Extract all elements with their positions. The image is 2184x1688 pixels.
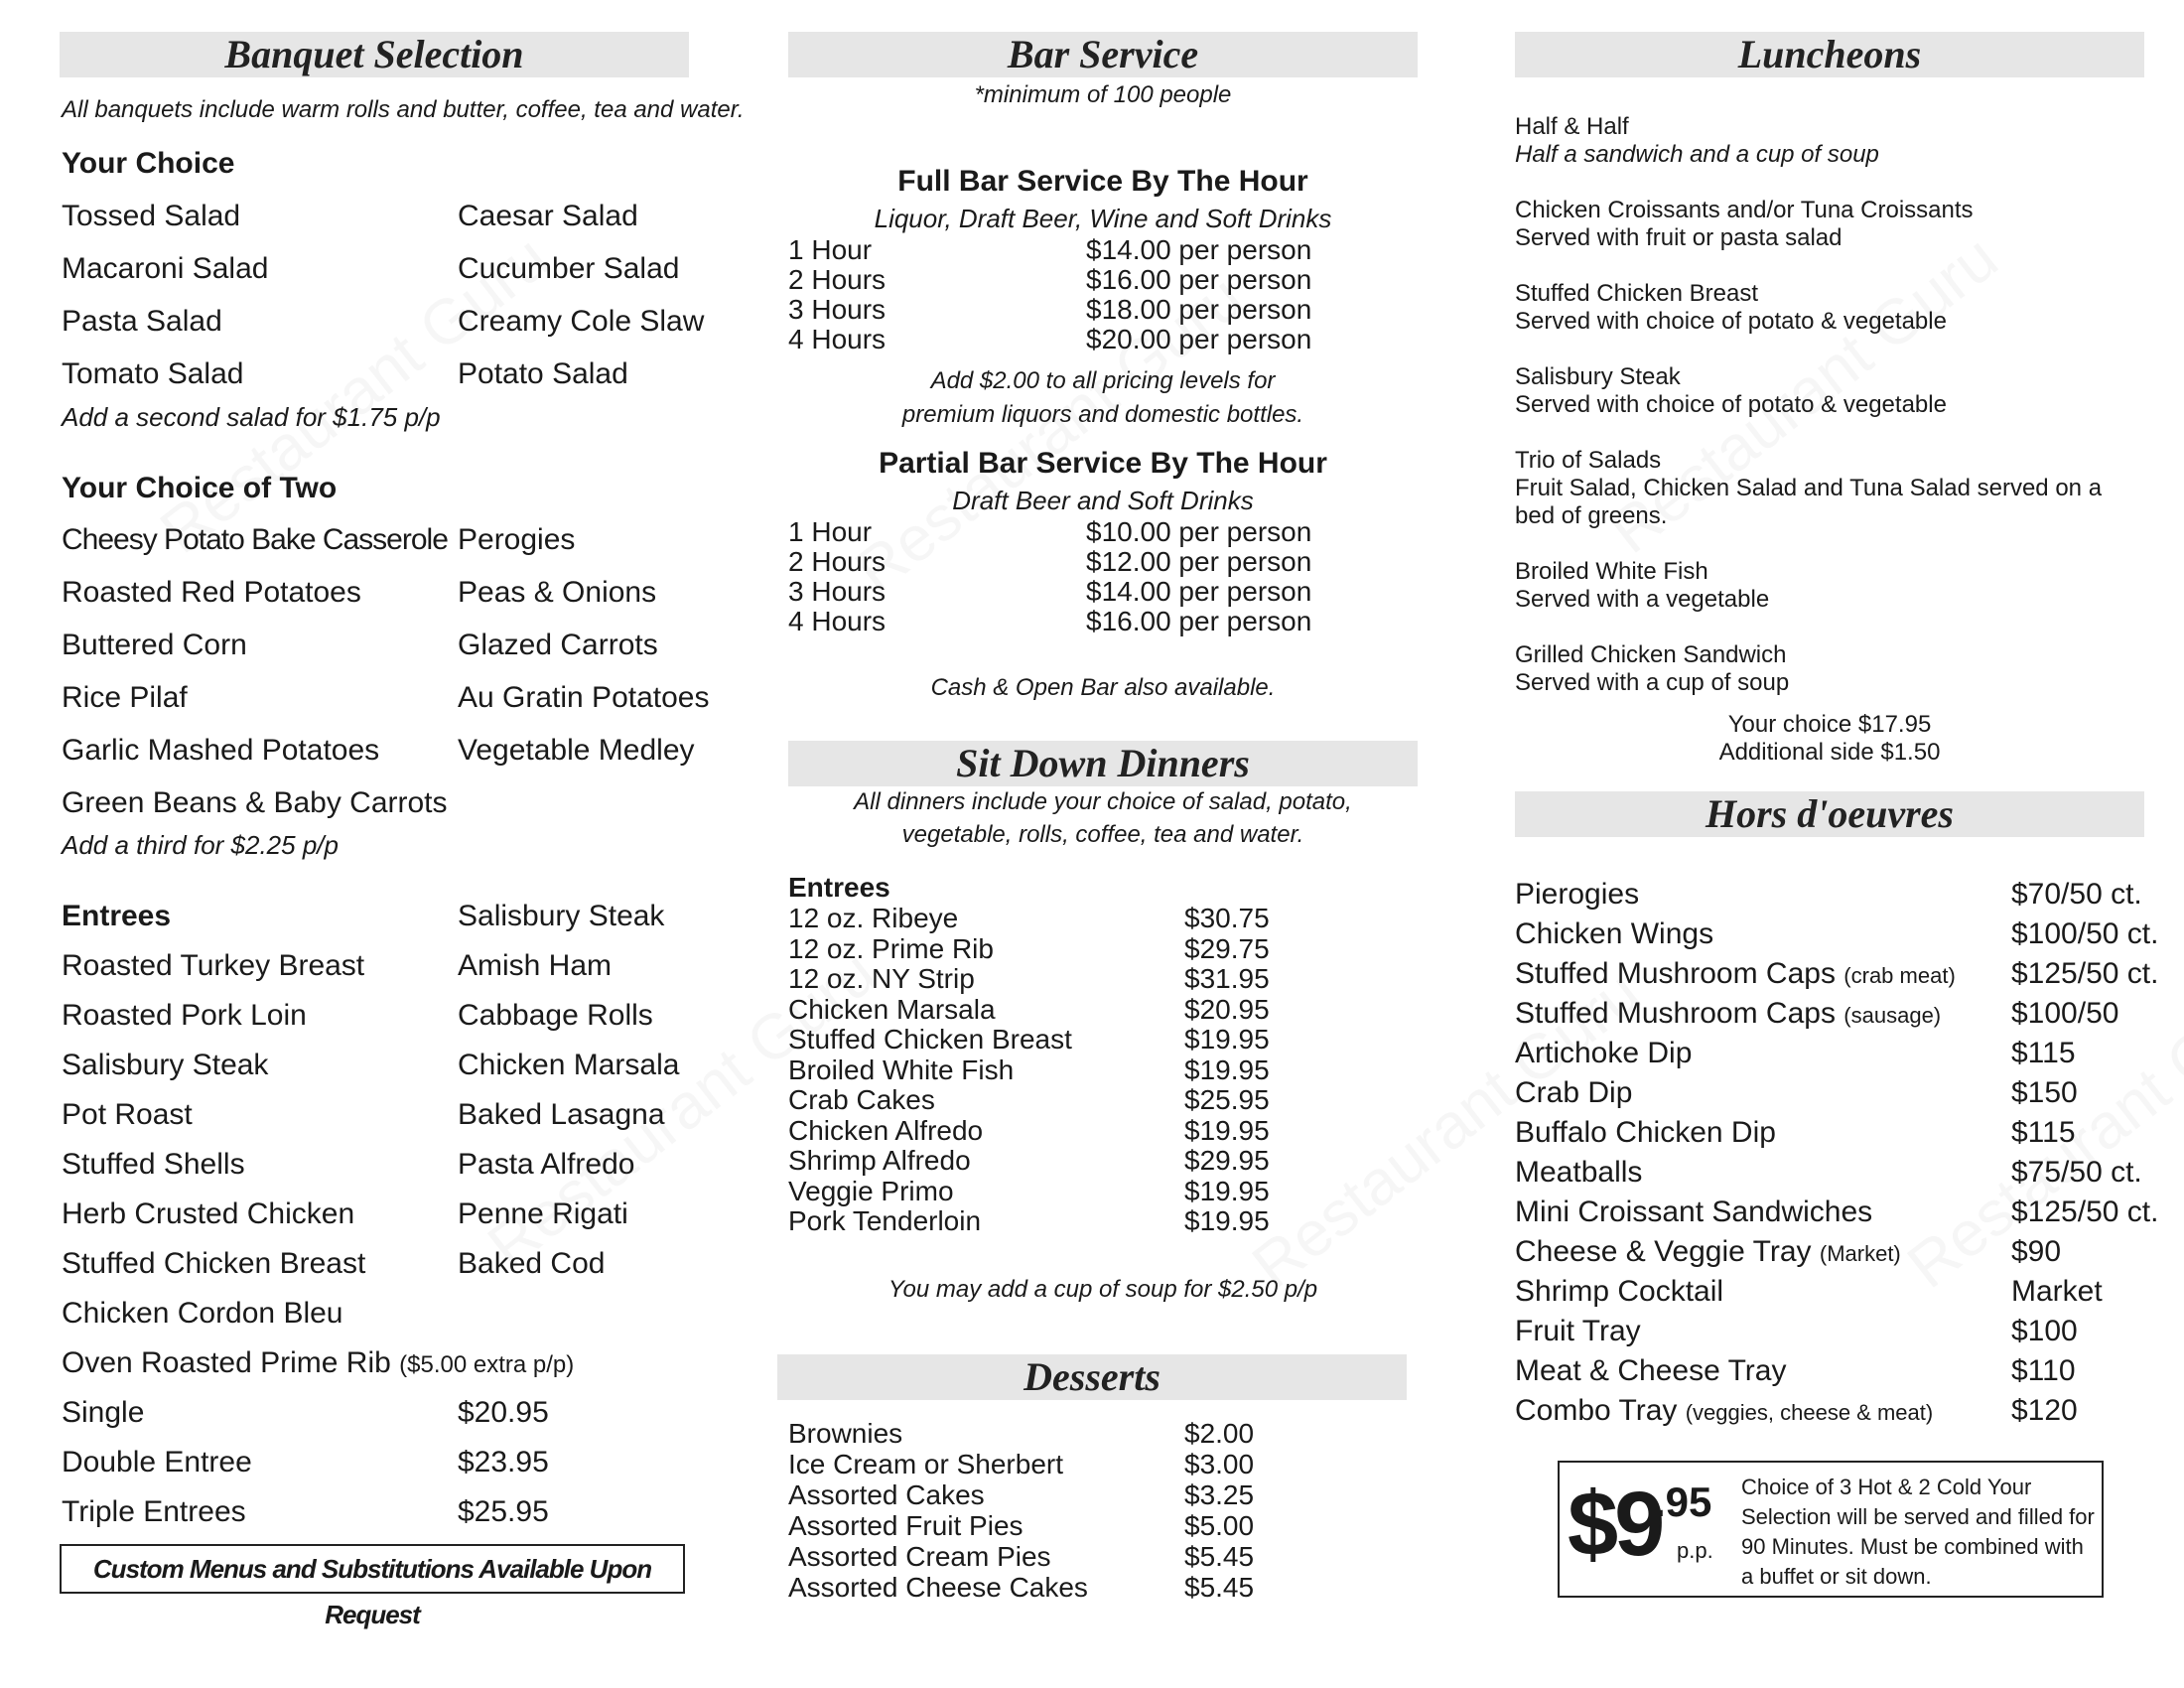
dessert-item: Brownies [788,1418,903,1449]
luncheon-name: Broiled White Fish [1515,558,1708,585]
dessert-item: Assorted Cakes [788,1479,985,1510]
side-item: Roasted Red Potatoes [62,576,361,609]
dessert-price: $3.00 [1184,1449,1255,1479]
partial-bar-sub: Draft Beer and Soft Drinks [952,486,1254,515]
hors-item [1515,957,1956,991]
dinner-price: $31.95 [1184,963,1270,994]
salad-item: Tomato Salad [62,357,244,390]
dinner-price: $29.95 [1184,1145,1270,1176]
entree-item: Chicken Marsala [458,1049,680,1081]
entree-item: Cabbage Rolls [458,999,653,1032]
dessert-price: $5.00 [1184,1510,1255,1541]
side-item: Cheesy Potato Bake Casserole [62,523,448,556]
price-tier-value: $25.95 [458,1495,549,1528]
prime-rib-label: Oven Roasted Prime Rib [62,1346,391,1379]
hors-item [1515,1037,1692,1070]
side-item: Green Beans & Baby Carrots [62,786,448,819]
bar-price: $16.00 per person [1086,606,1312,636]
bar-hours: 2 Hours [788,264,887,295]
hors-name: Fruit Tray [1515,1315,1641,1347]
sit-down-dinners-title: Sit Down Dinners [788,741,1418,786]
luncheon-desc: Half a sandwich and a cup of soup [1515,141,1879,168]
your-choice-heading: Your Choice [62,147,235,180]
entree-item: Herb Crusted Chicken [62,1197,355,1230]
bar-hours: 2 Hours [788,546,887,577]
bar-hours: 1 Hour [788,516,873,547]
bar-hours: 3 Hours [788,294,887,325]
bar-service-title: Bar Service [788,32,1418,77]
hors-price: $150 [2011,1076,2078,1109]
luncheons-title: Luncheons [1515,32,2144,77]
luncheon-desc: bed of greens. [1515,502,1668,529]
dessert-price: $3.25 [1184,1479,1255,1510]
hors-item [1515,1275,1723,1309]
hors-price: $75/50 ct. [2011,1156,2142,1189]
entree-item: Amish Ham [458,949,613,982]
promo-line: 90 Minutes. Must be combined with [1741,1534,2084,1559]
hors-price: $125/50 ct. [2011,1196,2159,1228]
hors-name: Meat & Cheese Tray [1515,1354,1787,1387]
bar-hours: 1 Hour [788,234,873,265]
entree-item: Salisbury Steak [62,1049,269,1081]
price-tier-label: Triple Entrees [62,1495,246,1528]
premium-note: premium liquors and domestic bottles. [901,401,1304,428]
dinner-price: $30.75 [1184,903,1270,933]
salad-item: Creamy Cole Slaw [458,305,705,338]
bar-hours: 4 Hours [788,324,887,354]
dinner-price: $20.95 [1184,993,1270,1025]
hors-name: Meatballs [1515,1156,1643,1189]
side-item: Buttered Corn [62,629,247,661]
salad-item: Potato Salad [458,357,628,390]
dinner-item: Chicken Alfredo [788,1114,984,1146]
dessert-price: $5.45 [1184,1572,1255,1603]
hors-price: $125/50 ct. [2011,957,2159,990]
dinner-price: $19.95 [1184,1024,1270,1055]
hors-name: Chicken Wings [1515,917,1714,950]
hors-price: $100/50 [2011,997,2119,1030]
luncheon-desc: Served with choice of potato & vegetable [1515,391,1947,418]
bar-hours: 4 Hours [788,606,887,636]
promo-box [1558,1461,2104,1598]
dessert-item: Assorted Cream Pies [788,1541,1051,1572]
dinner-price: $19.95 [1184,1054,1270,1085]
dinner-entrees-heading: Entrees [788,872,890,903]
price-tier-label: Double Entree [62,1446,252,1478]
bar-price: $14.00 per person [1086,576,1312,607]
promo-price-dollars: $9 [1568,1474,1662,1575]
entree-item: Salisbury Steak [458,900,665,932]
luncheon-name: Salisbury Steak [1515,363,1681,390]
dinner-item: Pork Tenderloin [788,1205,982,1236]
cash-bar-note: Cash & Open Bar also available. [930,674,1276,701]
entree-item: Pot Roast [62,1098,193,1131]
bar-price: $18.00 per person [1086,294,1312,325]
hors-note: (veggies, cheese & meat) [1685,1400,1934,1425]
dinner-item: Shrimp Alfredo [788,1145,971,1176]
salad-item: Caesar Salad [458,200,638,232]
dessert-price: $5.45 [1184,1541,1255,1572]
promo-line: a buffet or sit down. [1741,1564,1932,1589]
dinner-item: 12 oz. Prime Rib [788,932,994,964]
entree-item: Roasted Pork Loin [62,999,307,1032]
prime-rib-extra: ($5.00 extra p/p) [399,1351,575,1378]
hors-item [1515,1156,1642,1190]
custom-menus-note: Custom Menus and Substitutions Available Upon Request [60,1544,685,1594]
side-item: Vegetable Medley [458,734,695,767]
hors-item [1515,1354,1786,1388]
dinner-item: Crab Cakes [788,1084,935,1115]
hors-item [1515,917,1713,951]
side-item: Au Gratin Potatoes [458,681,710,714]
soup-note: You may add a cup of soup for $2.50 p/p [887,1276,1318,1303]
banquet-title: Banquet Selection [60,32,689,77]
side-item: Glazed Carrots [458,629,658,661]
salad-item: Cucumber Salad [458,252,680,285]
luncheon-name: Chicken Croissants and/or Tuna Croissants [1515,197,1974,223]
luncheon-desc: Served with choice of potato & vegetable [1515,308,1947,335]
hors-item [1515,1196,1872,1229]
hors-name: Combo Tray [1515,1394,1678,1427]
hors-price: $70/50 ct. [2011,878,2142,911]
price-tier-label: Single [62,1396,145,1429]
luncheon-desc: Fruit Salad, Chicken Salad and Tuna Salad served on a [1515,475,2103,501]
hors-name: Mini Croissant Sandwiches [1515,1196,1873,1228]
bar-price: $12.00 per person [1086,546,1312,577]
promo-line: Choice of 3 Hot & 2 Cold Your [1741,1475,2032,1499]
hors-note: (sausage) [1843,1003,1942,1028]
dessert-price: $2.00 [1184,1418,1255,1449]
entree-item: Roasted Turkey Breast [62,949,365,982]
bar-price: $14.00 per person [1086,234,1312,265]
entrees-heading: Entrees [62,900,172,932]
salad-item: Macaroni Salad [62,252,269,285]
premium-note: Add $2.00 to all pricing levels for [930,367,1276,394]
entree-item: Penne Rigati [458,1197,628,1230]
hors-item [1515,1116,1776,1150]
hors-name: Cheese & Veggie Tray [1515,1235,1812,1268]
hors-item [1515,1235,1901,1269]
bar-price: $20.00 per person [1086,324,1312,354]
dinner-item: Chicken Marsala [788,993,996,1025]
hors-name: Buffalo Chicken Dip [1515,1116,1776,1149]
dinner-price: $19.95 [1184,1114,1270,1146]
price-tier-value: $23.95 [458,1446,549,1478]
luncheon-name: Half & Half [1515,113,1629,140]
bar-price: $16.00 per person [1086,264,1312,295]
prime-rib-item [62,1346,574,1380]
desserts-title: Desserts [777,1354,1407,1400]
salad-item: Tossed Salad [62,200,241,232]
banquet-note: All banquets include warm rolls and butter, coffee, tea and water. [62,96,745,123]
hors-price: $120 [2011,1394,2078,1427]
hors-name: Pierogies [1515,878,1640,911]
bar-price: $10.00 per person [1086,516,1312,547]
hors-name: Shrimp Cocktail [1515,1275,1724,1308]
luncheon-side-price: Additional side $1.50 [1718,739,1941,766]
dinner-price: $19.95 [1184,1175,1270,1206]
dinner-item: Broiled White Fish [788,1054,1015,1085]
dessert-item: Assorted Cheese Cakes [788,1572,1088,1603]
promo-text [1741,1473,2095,1592]
price-tier-value: $20.95 [458,1396,549,1429]
third-side-note: Add a third for $2.25 p/p [62,830,339,860]
dessert-item: Ice Cream or Sherbert [788,1449,1063,1479]
dinner-item: 12 oz. NY Strip [788,963,975,994]
hors-item [1515,997,1941,1031]
luncheon-name: Trio of Salads [1515,447,1662,474]
luncheon-name: Grilled Chicken Sandwich [1515,641,1787,668]
promo-price-cents: .95 [1654,1478,1712,1525]
hors-price: Market [2011,1275,2103,1308]
luncheon-desc: Served with fruit or pasta salad [1515,224,1843,251]
hors-price: $115 [2011,1037,2076,1069]
luncheon-desc: Served with a cup of soup [1515,669,1790,696]
hors-price: $100 [2011,1315,2078,1347]
luncheon-price: Your choice $17.95 [1727,711,1932,738]
bar-hours: 3 Hours [788,576,887,607]
hors-item [1515,878,1639,912]
dessert-item: Assorted Fruit Pies [788,1510,1024,1541]
hors-price: $90 [2011,1235,2062,1268]
luncheon-name: Stuffed Chicken Breast [1515,280,1759,307]
dinner-item: 12 oz. Ribeye [788,903,959,933]
entree-item: Stuffed Chicken Breast [62,1247,366,1280]
hors-price: $110 [2011,1354,2076,1387]
dinner-price: $19.95 [1184,1205,1270,1236]
promo-line: Selection will be served and filled for [1741,1504,2095,1529]
choice-of-two-heading: Your Choice of Two [62,472,338,504]
entree-item: Baked Lasagna [458,1098,665,1131]
entree-item: Baked Cod [458,1247,606,1280]
dinner-item: Veggie Primo [788,1175,954,1206]
entree-item: Stuffed Shells [62,1148,245,1181]
dinner-price: $29.75 [1184,932,1270,964]
second-salad-note: Add a second salad for $1.75 p/p [62,402,441,432]
hors-price: $115 [2011,1116,2076,1149]
dinner-item: Stuffed Chicken Breast [788,1024,1072,1055]
dinners-note: vegetable, rolls, coffee, tea and water. [901,821,1304,848]
promo-unit: p.p. [1677,1538,1713,1563]
side-item: Peas & Onions [458,576,657,609]
side-item: Rice Pilaf [62,681,188,714]
hors-note: (crab meat) [1843,963,1956,988]
bar-minimum-note: *minimum of 100 people [974,81,1232,108]
dinners-note: All dinners include your choice of salad, potato, [854,788,1352,815]
hors-name: Stuffed Mushroom Caps [1515,957,1836,990]
dinner-price: $25.95 [1184,1084,1270,1115]
full-bar-sub: Liquor, Draft Beer, Wine and Soft Drinks [874,204,1332,233]
salad-item: Pasta Salad [62,305,222,338]
hors-name: Crab Dip [1515,1076,1633,1109]
full-bar-heading: Full Bar Service By The Hour [897,165,1308,198]
hors-name: Stuffed Mushroom Caps [1515,997,1836,1030]
luncheon-desc: Served with a vegetable [1515,586,1770,613]
hors-item [1515,1076,1632,1110]
hors-item [1515,1394,1933,1428]
side-item: Perogies [458,523,576,556]
hors-doeuvres-title: Hors d'oeuvres [1515,791,2144,837]
hors-note: (Market) [1819,1241,1901,1266]
hors-name: Artichoke Dip [1515,1037,1693,1069]
entree-item: Chicken Cordon Bleu [62,1297,343,1330]
hors-price: $100/50 ct. [2011,917,2159,950]
partial-bar-heading: Partial Bar Service By The Hour [879,447,1327,480]
side-item: Garlic Mashed Potatoes [62,734,380,767]
hors-item [1515,1315,1641,1348]
entree-item: Pasta Alfredo [458,1148,635,1181]
